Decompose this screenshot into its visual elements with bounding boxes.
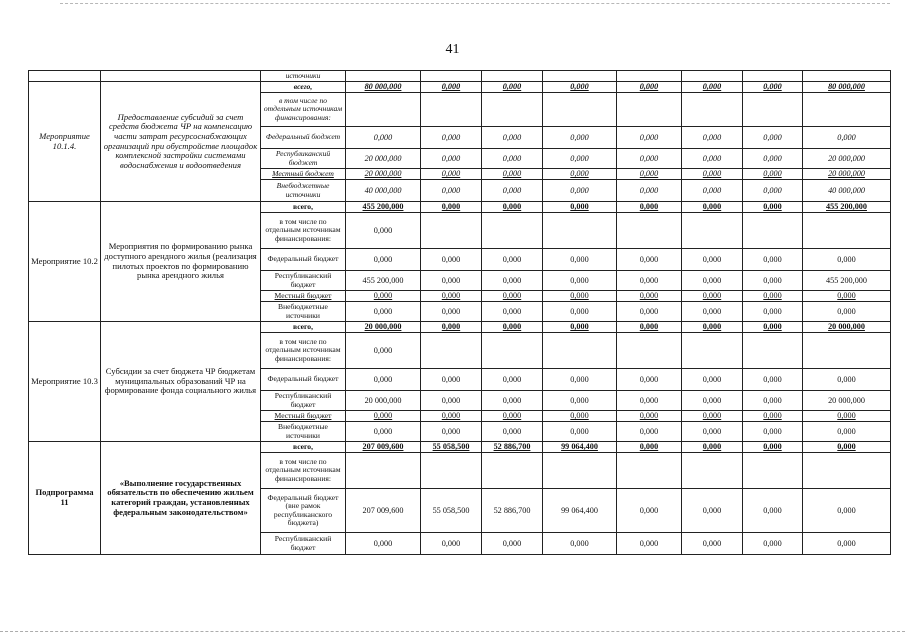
cell-value [617, 93, 682, 127]
cell-value: 55 058,500 [421, 489, 482, 533]
cell-value: 0,000 [617, 202, 682, 213]
cell-value: 0,000 [482, 169, 543, 180]
cell-value: 0,000 [543, 271, 617, 291]
cell-value: 0,000 [803, 422, 891, 442]
cell-value: 0,000 [803, 489, 891, 533]
cell-value: 0,000 [743, 82, 803, 93]
cell-value [803, 93, 891, 127]
cell-value: 0,000 [421, 411, 482, 422]
cell-source: Республиканский бюджет [261, 149, 346, 169]
cell-value: 0,000 [617, 291, 682, 302]
cell-value: 0,000 [543, 422, 617, 442]
cell-source: всего, [261, 202, 346, 213]
cell-value: 0,000 [743, 291, 803, 302]
cell-value [682, 453, 743, 489]
cell-value [743, 93, 803, 127]
cell-value: 0,000 [682, 82, 743, 93]
cell-value: 0,000 [682, 180, 743, 202]
cell-value: 0,000 [682, 291, 743, 302]
cell-value [803, 333, 891, 369]
cell-value: 0,000 [682, 169, 743, 180]
cell-value: 0,000 [743, 422, 803, 442]
cell-value: 20 000,000 [803, 149, 891, 169]
cell-value: 52 886,700 [482, 489, 543, 533]
table-row [29, 442, 891, 453]
cell-value: 0,000 [543, 411, 617, 422]
cell-value: 0,000 [421, 169, 482, 180]
table-row [29, 71, 891, 82]
cell-value: 0,000 [421, 302, 482, 322]
cell-value: 0,000 [682, 391, 743, 411]
cell-value: 0,000 [682, 489, 743, 533]
cell-value [803, 453, 891, 489]
cell-value [743, 213, 803, 249]
budget-table [28, 70, 891, 555]
cell-source: всего, [261, 442, 346, 453]
cell-value: 55 058,500 [421, 442, 482, 453]
cell-value: 20 000,000 [346, 169, 421, 180]
cell-value: 0,000 [482, 411, 543, 422]
cell-value: 40 000,000 [346, 180, 421, 202]
cell-value: 0,000 [617, 127, 682, 149]
cell-value: 0,000 [482, 180, 543, 202]
cell-value [346, 93, 421, 127]
cell-value: 0,000 [346, 422, 421, 442]
cell-value: 0,000 [743, 149, 803, 169]
cell-value: 0,000 [346, 333, 421, 369]
cell-value: 0,000 [743, 369, 803, 391]
cell-value: 0,000 [743, 180, 803, 202]
cell-value [682, 333, 743, 369]
cell-value [743, 333, 803, 369]
cell-item-name: Мероприятия по формированию рынка доступного арендного жилья (реализация пилотых проектов по формированию рынка арендного жилья [101, 202, 261, 322]
cell-value: 0,000 [617, 249, 682, 271]
cell-value: 0,000 [682, 249, 743, 271]
cell-value [803, 71, 891, 82]
cell-value: 0,000 [543, 169, 617, 180]
cell-value: 80 000,000 [803, 82, 891, 93]
cell-item-code: Мероприятие 10.1.4. [29, 82, 101, 202]
cell-value: 20 000,000 [803, 391, 891, 411]
page-number: 41 [445, 42, 460, 57]
cell-value: 0,000 [543, 180, 617, 202]
cell-value: 0,000 [482, 202, 543, 213]
cell-value [682, 213, 743, 249]
cell-value [617, 333, 682, 369]
cell-value: 0,000 [346, 411, 421, 422]
cell-value: 20 000,000 [346, 322, 421, 333]
cell-value: 0,000 [803, 291, 891, 302]
cell-item-name: «Выполнение государственных обязательств по обеспечению жильем категорий граждан, установленных федеральным законодательством» [101, 442, 261, 555]
cell-source: всего, [261, 82, 346, 93]
cell-source: в том числе по отдельным источникам финансирования: [261, 333, 346, 369]
cell-value: 0,000 [803, 411, 891, 422]
cell-source: источники [261, 71, 346, 82]
cell-value [803, 213, 891, 249]
cell-code [29, 71, 101, 82]
cell-source: в том числе по отдельным источникам финансирования: [261, 453, 346, 489]
cell-value: 0,000 [682, 442, 743, 453]
cell-value: 0,000 [803, 533, 891, 555]
cell-value: 0,000 [617, 302, 682, 322]
cell-name [101, 71, 261, 82]
cell-value: 0,000 [543, 302, 617, 322]
cell-value: 0,000 [617, 369, 682, 391]
cell-value: 0,000 [682, 149, 743, 169]
cell-value: 0,000 [543, 149, 617, 169]
cell-value: 0,000 [682, 202, 743, 213]
cell-value: 0,000 [482, 369, 543, 391]
cell-value: 0,000 [482, 271, 543, 291]
cell-value: 207 009,600 [346, 489, 421, 533]
cell-value: 0,000 [482, 391, 543, 411]
cell-value [617, 213, 682, 249]
cell-value: 0,000 [421, 322, 482, 333]
cell-value [543, 453, 617, 489]
cell-value [421, 453, 482, 489]
cell-value [421, 333, 482, 369]
cell-value: 0,000 [743, 411, 803, 422]
cell-source: Местный бюджет [261, 411, 346, 422]
cell-value: 0,000 [346, 127, 421, 149]
cell-value [682, 93, 743, 127]
table-row [29, 82, 891, 93]
cell-item-code: Мероприятие 10.3 [29, 322, 101, 442]
cell-value [543, 93, 617, 127]
cell-value: 80 000,000 [346, 82, 421, 93]
cell-source: Республиканский бюджет [261, 533, 346, 555]
table-row [29, 202, 891, 213]
cell-value: 0,000 [421, 202, 482, 213]
cell-value: 0,000 [482, 82, 543, 93]
cell-value: 52 886,700 [482, 442, 543, 453]
cell-value: 0,000 [543, 533, 617, 555]
cell-value: 0,000 [682, 369, 743, 391]
cell-value: 0,000 [803, 127, 891, 149]
cell-value [743, 453, 803, 489]
cell-value [421, 93, 482, 127]
cell-value: 0,000 [617, 271, 682, 291]
cell-value: 40 000,000 [803, 180, 891, 202]
cell-value: 0,000 [346, 302, 421, 322]
cell-value: 0,000 [421, 422, 482, 442]
cell-value: 0,000 [543, 322, 617, 333]
cell-value: 455 200,000 [346, 271, 421, 291]
cell-value: 0,000 [543, 127, 617, 149]
cell-source: Внебюджетные источники [261, 302, 346, 322]
cell-value: 0,000 [617, 489, 682, 533]
cell-value: 207 009,600 [346, 442, 421, 453]
cell-value [617, 71, 682, 82]
cell-value: 0,000 [346, 291, 421, 302]
cell-value: 0,000 [543, 391, 617, 411]
cell-value: 20 000,000 [803, 169, 891, 180]
cell-value: 0,000 [617, 533, 682, 555]
cell-value [617, 453, 682, 489]
cell-value: 0,000 [346, 213, 421, 249]
cell-value: 0,000 [482, 249, 543, 271]
cell-value: 0,000 [421, 149, 482, 169]
cell-value: 0,000 [482, 127, 543, 149]
cell-source: Внебюджетные источники [261, 422, 346, 442]
cell-item-name: Предоставление субсидий за счет средств бюджета ЧР на компенсацию части затрат ресурсоснабжающих организаций при обустройстве площадок комплексной застройки системами водоснабжения и водоотведения [101, 82, 261, 202]
cell-value: 0,000 [743, 322, 803, 333]
cell-value: 0,000 [421, 82, 482, 93]
cell-value: 0,000 [617, 322, 682, 333]
cell-value: 455 200,000 [346, 202, 421, 213]
cell-value: 0,000 [346, 369, 421, 391]
cell-value: 0,000 [421, 369, 482, 391]
cell-value: 0,000 [421, 391, 482, 411]
cell-value: 0,000 [543, 202, 617, 213]
cell-item-name: Субсидии за счет бюджета ЧР бюджетам муниципальных образований ЧР на формирование фонда социального жилья [101, 322, 261, 442]
cell-source: Местный бюджет [261, 169, 346, 180]
cell-value: 0,000 [682, 422, 743, 442]
cell-source: всего, [261, 322, 346, 333]
cell-value [346, 71, 421, 82]
cell-value: 0,000 [743, 202, 803, 213]
cell-value: 0,000 [617, 411, 682, 422]
cell-value: 0,000 [346, 533, 421, 555]
cell-value: 0,000 [346, 249, 421, 271]
cell-value [743, 71, 803, 82]
cell-value [346, 453, 421, 489]
cell-source: Республиканский бюджет [261, 271, 346, 291]
scan-edge-bottom [0, 631, 905, 634]
cell-value: 0,000 [803, 442, 891, 453]
cell-value [421, 213, 482, 249]
cell-value: 455 200,000 [803, 202, 891, 213]
cell-value: 0,000 [743, 302, 803, 322]
cell-value: 0,000 [617, 169, 682, 180]
cell-item-code: Мероприятие 10.2 [29, 202, 101, 322]
cell-value: 0,000 [482, 422, 543, 442]
cell-value: 0,000 [743, 489, 803, 533]
cell-value: 0,000 [482, 149, 543, 169]
cell-value [482, 213, 543, 249]
cell-value: 20 000,000 [803, 322, 891, 333]
cell-value: 20 000,000 [346, 391, 421, 411]
cell-source: Республиканский бюджет [261, 391, 346, 411]
scan-edge-top [60, 3, 890, 6]
cell-value [543, 213, 617, 249]
cell-value: 0,000 [421, 271, 482, 291]
cell-value: 0,000 [682, 411, 743, 422]
cell-value: 0,000 [617, 391, 682, 411]
cell-source: в том числе по отдельным источникам финансирования: [261, 93, 346, 127]
cell-value: 0,000 [743, 533, 803, 555]
cell-value: 0,000 [803, 249, 891, 271]
cell-value: 0,000 [743, 442, 803, 453]
cell-value: 0,000 [743, 249, 803, 271]
cell-source: Внебюджетные источники [261, 180, 346, 202]
cell-value [421, 71, 482, 82]
cell-source: Федеральный бюджет [261, 127, 346, 149]
cell-value: 0,000 [743, 127, 803, 149]
cell-value [543, 71, 617, 82]
cell-value: 0,000 [617, 82, 682, 93]
cell-value: 20 000,000 [346, 149, 421, 169]
cell-source: Федеральный бюджет [261, 369, 346, 391]
table-row [29, 322, 891, 333]
cell-value [482, 453, 543, 489]
cell-value: 0,000 [803, 302, 891, 322]
cell-value [482, 71, 543, 82]
cell-value: 0,000 [803, 369, 891, 391]
cell-value: 0,000 [543, 249, 617, 271]
cell-value: 0,000 [543, 291, 617, 302]
cell-value: 0,000 [682, 302, 743, 322]
cell-value: 0,000 [421, 180, 482, 202]
cell-value: 0,000 [617, 149, 682, 169]
cell-item-code: Подпрограмма 11 [29, 442, 101, 555]
cell-value: 99 064,400 [543, 489, 617, 533]
cell-value: 0,000 [482, 291, 543, 302]
cell-value: 0,000 [743, 391, 803, 411]
cell-value: 0,000 [482, 302, 543, 322]
cell-value: 0,000 [421, 249, 482, 271]
cell-value: 0,000 [682, 271, 743, 291]
cell-value [482, 333, 543, 369]
cell-value: 99 064,400 [543, 442, 617, 453]
cell-value: 0,000 [421, 291, 482, 302]
cell-value: 0,000 [617, 442, 682, 453]
cell-value: 0,000 [482, 533, 543, 555]
cell-value [543, 333, 617, 369]
cell-value: 0,000 [743, 271, 803, 291]
cell-value: 0,000 [682, 322, 743, 333]
cell-value: 0,000 [682, 533, 743, 555]
cell-source: Федеральный бюджет (вне рамок республиканского бюджета) [261, 489, 346, 533]
cell-value: 0,000 [421, 533, 482, 555]
cell-source: в том числе по отдельным источникам финансирования: [261, 213, 346, 249]
cell-value: 0,000 [543, 369, 617, 391]
cell-value: 0,000 [682, 127, 743, 149]
cell-value: 0,000 [743, 169, 803, 180]
cell-value: 0,000 [543, 82, 617, 93]
cell-source: Местный бюджет [261, 291, 346, 302]
cell-value: 0,000 [482, 322, 543, 333]
cell-value [682, 71, 743, 82]
cell-source: Федеральный бюджет [261, 249, 346, 271]
cell-value: 0,000 [617, 422, 682, 442]
cell-value: 455 200,000 [803, 271, 891, 291]
cell-value: 0,000 [617, 180, 682, 202]
cell-value [482, 93, 543, 127]
cell-value: 0,000 [421, 127, 482, 149]
